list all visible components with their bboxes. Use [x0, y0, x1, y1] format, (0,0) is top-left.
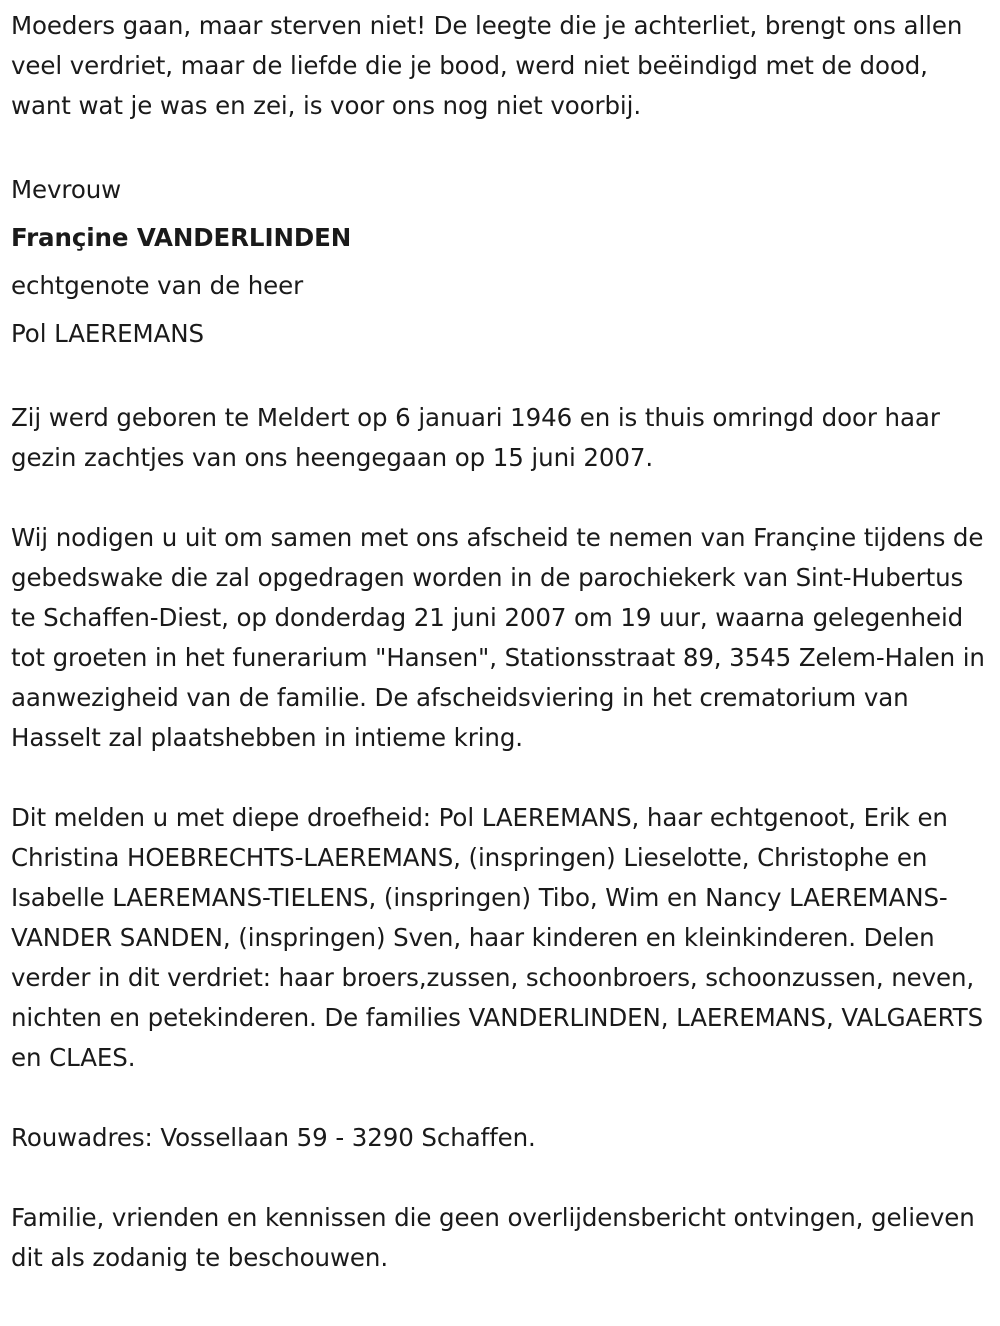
spacer	[11, 1158, 990, 1198]
birth-death-paragraph: Zij werd geboren te Meldert op 6 januari 1946 en is thuis omringd door haar gezin zachtjes van ons heengegaan op 15 juni 2007.	[11, 403, 940, 472]
spacer	[11, 126, 990, 166]
invitation-paragraph: Wij nodigen u uit om samen met ons afscheid te nemen van Françine tijdens de gebedswake die zal opgedragen worden in de parochiekerk van Sint-Hubertus te Schaffen-Diest, op donderdag 21 juni 2007 om 19 uur, waarna gelegenheid tot groeten in het funerarium "Hansen", Stationsstraat 89, 3545 Zelem-Halen in aanwezigheid van de familie. De afscheidsviering in het crematorium van Hasselt zal plaatshebben in intieme kring.	[11, 523, 985, 752]
closing-paragraph: Familie, vrienden en kennissen die geen overlijdensbericht ontvingen, gelieven dit als zodanig te beschouwen.	[11, 1203, 975, 1272]
spouse-intro: echtgenote van de heer	[11, 271, 304, 300]
spacer	[11, 758, 990, 798]
deceased-name: Françine VANDERLINDEN	[11, 223, 352, 252]
spacer	[11, 1078, 990, 1118]
address-paragraph: Rouwadres: Vossellaan 59 - 3290 Schaffen.	[11, 1123, 536, 1152]
spacer	[11, 478, 990, 518]
salutation: Mevrouw	[11, 175, 122, 204]
family-paragraph: Dit melden u met diepe droefheid: Pol LAEREMANS, haar echtgenoot, Erik en Christina HOEBRECHTS-LAEREMANS, (inspringen) Lieselotte, Christophe en Isabelle LAEREMANS-TIELENS, (inspringen) Tibo, Wim en Nancy LAEREMANS-VANDER SANDEN, (inspringen) Sven, haar kinderen en kleinkinderen. Delen verder in dit verdriet: haar broers,zussen, schoonbroers, schoonzussen, neven, nichten en petekinderen. De families VANDERLINDEN, LAEREMANS, VALGAERTS en CLAES.	[11, 803, 984, 1072]
poem-paragraph: Moeders gaan, maar sterven niet! De leegte die je achterliet, brengt ons allen veel verdriet, maar de liefde die je bood, werd niet beëindigd met de dood, want wat je was en zei, is voor ons nog niet voorbij.	[11, 11, 963, 120]
deceased-block	[11, 166, 990, 358]
spacer	[11, 358, 990, 398]
spouse-name: Pol LAEREMANS	[11, 319, 204, 348]
